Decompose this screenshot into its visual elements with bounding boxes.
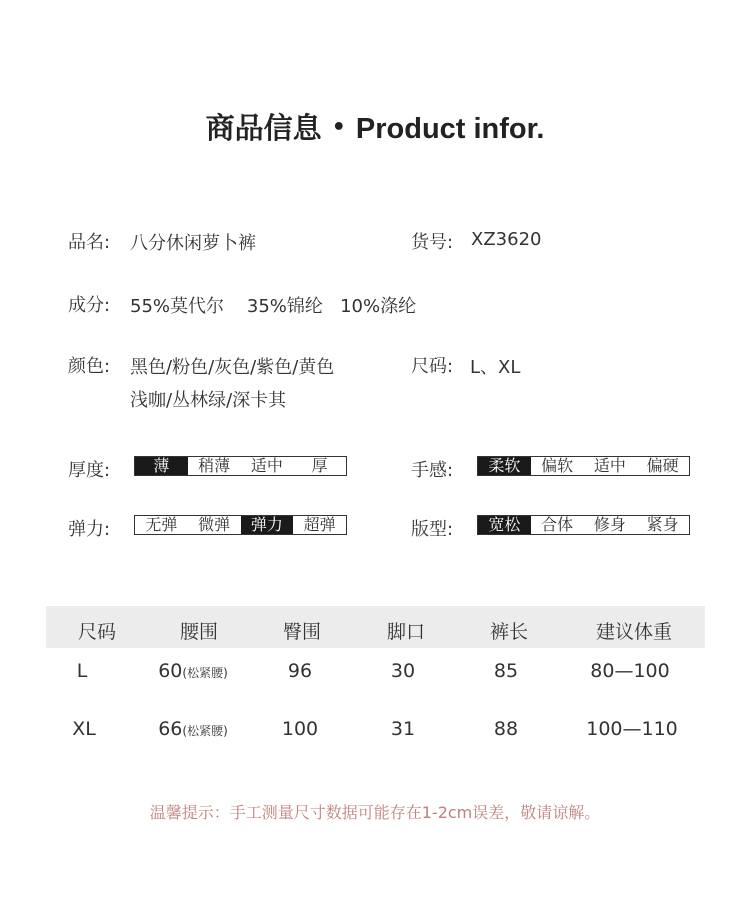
title-dot: • (331, 115, 346, 140)
thickness-option: 适中 (250, 456, 283, 475)
elasticity-option: 无弹 (145, 515, 178, 534)
row-hip: 96 (287, 660, 313, 682)
elasticity-option: 微弹 (198, 515, 231, 534)
header-hip: 臀围 (282, 621, 321, 643)
size-value: L、XL (470, 357, 521, 378)
header-hem: 脚口 (386, 621, 425, 643)
name-value: 八分休闲萝卜裤 (130, 233, 256, 254)
elasticity-option: 弹力 (241, 516, 294, 534)
fit-option: 紧身 (646, 515, 679, 534)
color-label: 颜色: (68, 356, 111, 377)
material-value: 55%莫代尔 35%锦纶 10%涤纶 (130, 296, 417, 317)
fit-option: 修身 (593, 515, 626, 534)
row-size: L (76, 660, 88, 682)
name-label: 品名: (68, 232, 111, 253)
elasticity-label: 弹力: (68, 519, 111, 540)
sku-label: 货号: (411, 232, 454, 253)
title-en: Product infor. (355, 113, 545, 145)
sku-value: XZ3620 (471, 229, 542, 250)
feel-option: 偏硬 (646, 456, 679, 475)
row-hem: 30 (390, 660, 416, 682)
fit-label: 版型: (411, 519, 454, 540)
thickness-label: 厚度: (68, 460, 111, 481)
page-title (0, 106, 750, 147)
elasticity-option: 超弹 (303, 515, 336, 534)
thickness-option: 薄 (135, 457, 188, 475)
size-label: 尺码: (411, 356, 454, 377)
color-line-1: 黑色/粉色/灰色/紫色/黄色 (130, 357, 335, 378)
header-waist: 腰围 (179, 621, 218, 643)
row-size: XL (72, 718, 96, 740)
color-line-2: 浅咖/丛林绿/深卡其 (130, 390, 287, 411)
row-hem: 31 (390, 718, 416, 740)
thickness-option: 厚 (311, 456, 328, 475)
row-length: 85 (493, 660, 519, 682)
material-label: 成分: (68, 295, 111, 316)
feel-option: 偏软 (541, 456, 574, 475)
row-waist: 66(松紧腰) (158, 718, 228, 740)
row-weight: 100—110 (586, 718, 678, 740)
fit-option: 合体 (541, 515, 574, 534)
row-hip: 100 (281, 718, 319, 740)
thickness-option: 稍薄 (198, 456, 231, 475)
thickness-scale (134, 456, 347, 476)
feel-scale (477, 456, 690, 476)
row-weight: 80—100 (590, 660, 670, 682)
fit-option: 宽松 (478, 516, 531, 534)
elasticity-scale (134, 515, 347, 535)
row-length: 88 (493, 718, 519, 740)
feel-option: 适中 (593, 456, 626, 475)
fit-scale (477, 515, 690, 535)
header-length: 裤长 (489, 621, 528, 643)
row-waist: 60(松紧腰) (158, 660, 228, 682)
header-size: 尺码 (77, 621, 116, 643)
feel-label: 手感: (411, 460, 454, 481)
header-weight: 建议体重 (595, 621, 672, 643)
measurement-tip: 温馨提示：手工测量尺寸数据可能存在1-2cm误差，敬请谅解。 (149, 803, 601, 822)
feel-option: 柔软 (478, 457, 531, 475)
title-cn: 商品信息 (205, 111, 322, 145)
